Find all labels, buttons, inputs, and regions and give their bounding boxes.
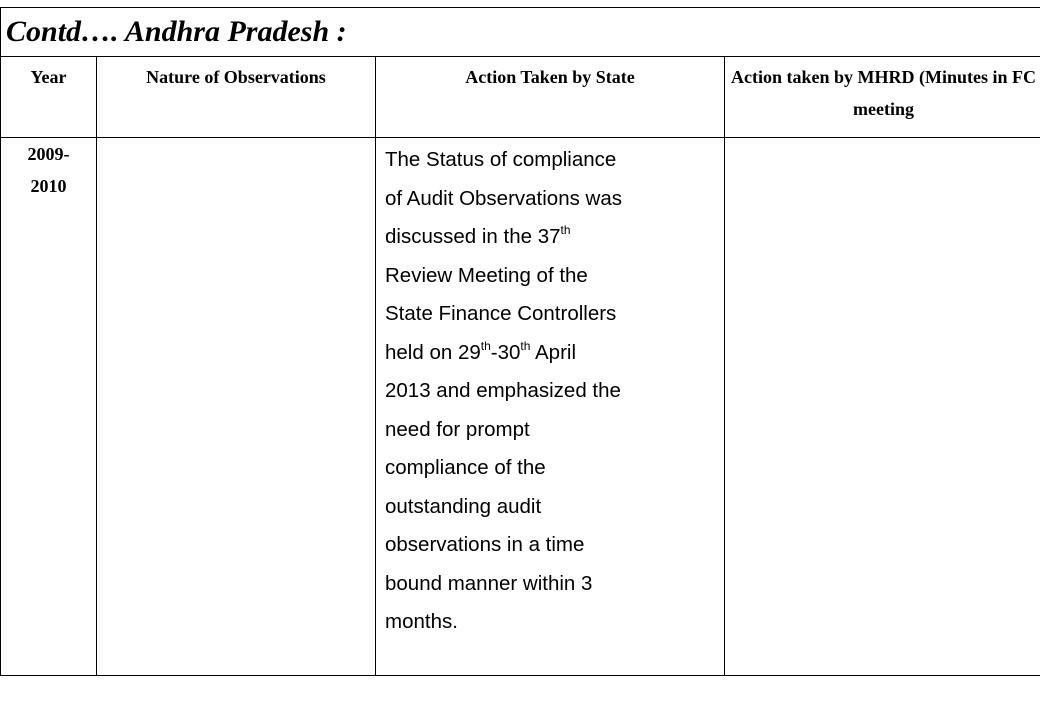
action-text-line: months. <box>385 610 458 633</box>
action-taken-by-mhrd-cell <box>725 138 1040 676</box>
meeting-number: discussed in the 37 <box>385 225 561 248</box>
header-row <box>1 57 1040 138</box>
year-text-end: 2010 <box>30 176 67 196</box>
year-text-start: 2009- <box>27 144 70 164</box>
meeting-date-start: held on 29 <box>385 340 481 364</box>
table-row <box>1 138 1040 676</box>
ordinal-suffix: th <box>560 223 571 237</box>
action-text-line: need for prompt <box>385 417 530 441</box>
action-text-line <box>385 334 714 373</box>
column-header-year: Year <box>1 57 97 138</box>
table-title: Contd…. Andhra Pradesh : <box>1 8 1040 57</box>
action-taken-by-state-cell <box>376 138 725 676</box>
action-text-line: outstanding audit <box>385 494 542 518</box>
year-cell <box>1 138 97 676</box>
column-header-action-by-state: Action Taken by State <box>376 57 725 138</box>
action-text-line: The Status of compliance <box>385 148 617 171</box>
audit-observations-table <box>0 7 1040 676</box>
ordinal-suffix: th <box>480 338 491 353</box>
action-text-line: bound manner within 3 <box>385 571 593 595</box>
column-header-nature-of-observations: Nature of Observations <box>97 57 376 138</box>
action-text-line: compliance of the <box>385 456 546 479</box>
nature-of-observations-cell <box>97 138 376 676</box>
ordinal-suffix: th <box>520 338 531 353</box>
meeting-month: April <box>530 340 577 364</box>
action-text-line: 2013 and emphasized the <box>385 379 621 402</box>
action-text-line: State Finance Controllers <box>385 302 617 325</box>
action-text-line <box>385 218 714 257</box>
title-row <box>1 8 1040 57</box>
column-header-action-by-mhrd: Action taken by MHRD (Minutes in FC meeting <box>725 57 1040 138</box>
action-text-line: of Audit Observations was <box>385 186 623 210</box>
action-text-line: observations in a time <box>385 533 585 556</box>
meeting-date-end: -30 <box>490 340 521 364</box>
action-text-line: Review Meeting of the <box>385 263 588 287</box>
